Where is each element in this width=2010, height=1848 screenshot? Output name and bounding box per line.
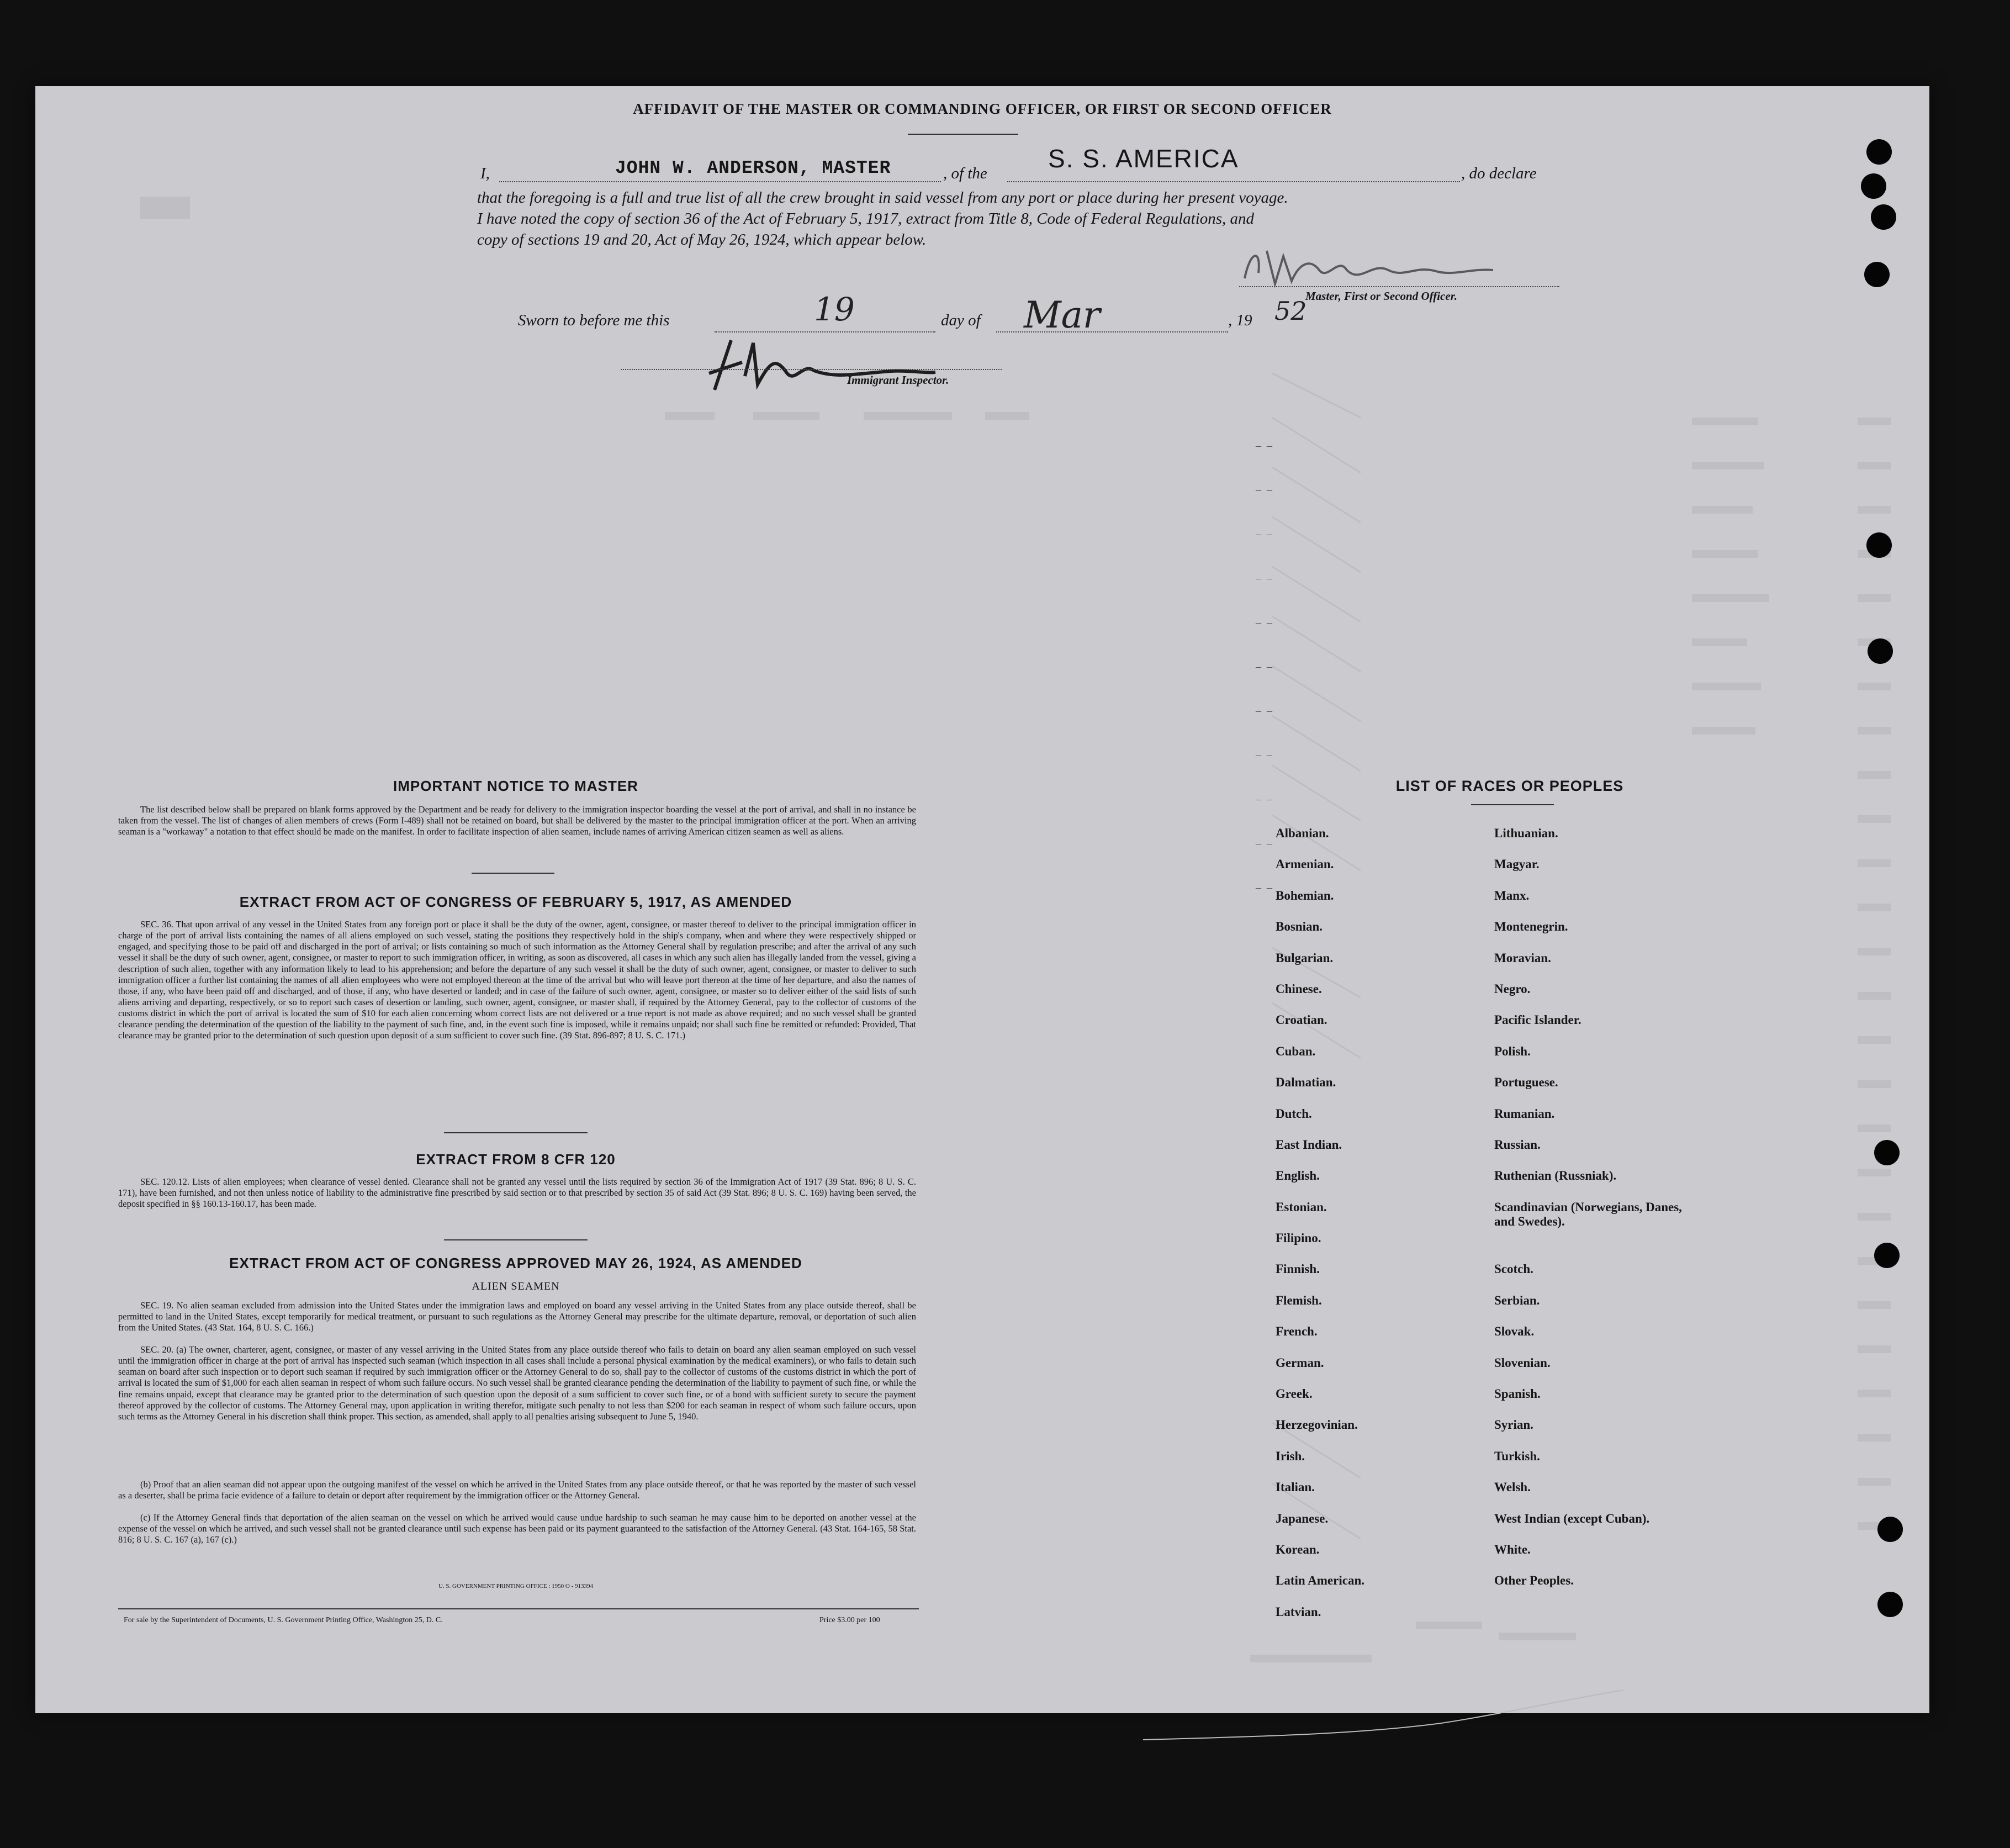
- punch-hole-2: [1861, 173, 1886, 199]
- extract-1917-title: EXTRACT FROM ACT OF CONGRESS OF FEBRUARY 5, 1917, AS AMENDED: [239, 894, 792, 910]
- race-right-19: Spanish.: [1494, 1387, 1541, 1401]
- race-right-24: White.: [1494, 1543, 1531, 1556]
- race-left-16: Flemish.: [1276, 1293, 1322, 1307]
- extract-cfr-divider: [444, 1239, 588, 1240]
- races-title: LIST OF RACES OR PEOPLES: [1395, 778, 1624, 794]
- dash-column: – – – – – – – – – – – – – – – – – – – – – –: [1256, 440, 1272, 894]
- race-left-19: Greek.: [1276, 1387, 1313, 1401]
- race-right-7: Pacific Islander.: [1494, 1013, 1581, 1027]
- master-caption: Master, First or Second Officer.: [1305, 289, 1457, 303]
- inspector-signature-line: [621, 369, 1002, 370]
- declaration-line-1: that the foregoing is a full and true list of all the crew brought in said vessel from any port or place during her present voyage.: [477, 189, 1288, 207]
- punch-hole-7: [1874, 1140, 1900, 1165]
- races-divider: [1471, 804, 1554, 805]
- race-left-5: Bulgarian.: [1276, 951, 1334, 965]
- extract-1924-sec20c: (c) If the Attorney General finds that deportation of the alien seaman on the vessel on which he arrived would cause undue hardship to such seaman he may cause him to be deported on another vessel at the expense of the vessel on which he arrived, and such vessel shall not be granted clearance until such expense has been paid or its payment guaranteed to the satisfaction of the Attorney General. (43 Stat. 164-165, 58 Stat. 816; 8 U. S. C. 167 (a), 167 (c).): [118, 1512, 916, 1545]
- race-left-2: Armenian.: [1276, 857, 1334, 872]
- extract-1924-subtitle: ALIEN SEAMEN: [472, 1280, 560, 1292]
- punch-hole-6: [1868, 638, 1893, 664]
- extract-1924-sec20a: SEC. 20. (a) The owner, charterer, agent, consignee, or master of any vessel arriving in the United States from any place outside thereof who fails to detain on board any alien seaman employed on such vessel until the immigration officer in charge at the port of arrival has inspected such seaman (which inspection in all cases shall include a personal physical examination by the medical examiners), or who fails to detain such seaman on board after such inspection or to deport such seaman if required by such immigration officer or the Attorney General to do so, shall pay to the collector of customs of the customs district in which the port of arrival is located the sum of $1,000 for each alien seaman in respect of whom such failure occurs. No such vessel shall be granted clearance pending the determination of the liability to payment of such fine, or while the fine remains unpaid, except that clearance may be granted prior to the determination of such question upon the deposit of a sum sufficient to cover such fine, or of a bond with sufficient surety to secure the payment thereof approved by the collector of customs. The Attorney General may, upon application in writing therefor, mitigate such penalty to not less than $200 for each seaman in respect of whom such failure occurs, upon such terms as the Attorney General in his discretion shall think proper. This section, as amended, shall apply to all penalties arising subsequent to June 5, 1940.: [118, 1344, 916, 1422]
- race-left-23: Japanese.: [1276, 1511, 1329, 1525]
- race-left-1: Albanian.: [1276, 826, 1329, 840]
- race-right-17: Slovak.: [1494, 1324, 1535, 1339]
- punch-hole-8: [1874, 1243, 1900, 1268]
- stray-scratch: [1138, 1685, 1635, 1751]
- extract-1924-sec19: SEC. 19. No alien seaman excluded from admission into the United States under the immigration laws and employed on board any vessel arriving in the United States from any place outside thereof, shall be permitted to land in the United States, except temporarily for medical treatment, or pursuant to such regulations as the Attorney General may prescribe for the ultimate departure, removal, or deportation of such alien from the United States. (43 Stat. 164, 8 U. S. C. 166.): [118, 1300, 916, 1333]
- i-label: I,: [480, 165, 490, 182]
- race-right-12: Ruthenian (Russniak).: [1494, 1169, 1617, 1183]
- race-right-8: Polish.: [1494, 1044, 1531, 1058]
- of-the-label: , of the: [943, 165, 987, 182]
- race-right-16: Serbian.: [1494, 1293, 1540, 1307]
- declare-label: , do declare: [1461, 165, 1537, 182]
- race-right-15: Scotch.: [1494, 1262, 1533, 1276]
- punch-hole-5: [1866, 532, 1892, 558]
- notice-text: The list described below shall be prepared on blank forms approved by the Department and be ready for delivery to the immigration inspector boarding the vessel at the port of arrival, and shall in no instance be taken from the vessel. The list of changes of alien members of crews (Form I-489) shall not be retained on board, but shall be delivered by the master to the principal immigration officer at the port. When an arriving seaman is a "workaway" a notation to that effect should be made on the manifest. In order to facilitate inspection of alien seamen, include names of arriving American citizen seamen as well as aliens.: [118, 804, 916, 837]
- race-left-25: Latin American.: [1276, 1574, 1364, 1588]
- affidavit-title: AFFIDAVIT OF THE MASTER OR COMMANDING OFFICER, OR FIRST OR SECOND OFFICER: [633, 101, 1332, 117]
- race-left-10: Dutch.: [1276, 1106, 1312, 1121]
- race-right-25: Other Peoples.: [1494, 1574, 1574, 1588]
- race-right-3: Manx.: [1494, 888, 1530, 902]
- race-left-12: English.: [1276, 1169, 1320, 1183]
- race-left-13: Estonian.: [1276, 1200, 1327, 1214]
- notice-title: IMPORTANT NOTICE TO MASTER: [393, 778, 638, 794]
- race-left-8: Cuban.: [1276, 1044, 1316, 1058]
- printing-office-note: U. S. GOVERNMENT PRINTING OFFICE : 1950 O - 913394: [438, 1583, 593, 1590]
- race-right-9: Portuguese.: [1494, 1075, 1558, 1090]
- day-of-label: day of: [941, 311, 981, 329]
- race-right-2: Magyar.: [1494, 857, 1540, 872]
- extract-1924-sec20b: (b) Proof that an alien seaman did not appear upon the outgoing manifest of the vessel on which he arrived in the United States from any place outside thereof, or that he was reported by the master of such vessel as a deserter, shall be prima facie evidence of a failure to detain or deport after requirement by the immigration officer or the Attorney General.: [118, 1479, 916, 1501]
- race-right-4: Montenegrin.: [1494, 920, 1568, 934]
- inspector-caption: Immigrant Inspector.: [847, 373, 949, 387]
- race-right-21: Turkish.: [1494, 1449, 1540, 1463]
- punch-hole-1: [1866, 139, 1892, 165]
- extract-1917-divider: [444, 1132, 588, 1133]
- races-right-column: [1494, 826, 1748, 1605]
- race-left-26: Latvian.: [1276, 1604, 1321, 1619]
- extract-cfr-text: SEC. 120.12. Lists of alien employees; when clearance of vessel denied. Clearance shall not be granted any vessel until the lists required by section 36 of the Immigration Act of 1917 (39 Stat. 896; 8 U. S. C. 171), have been furnished, and not then unless notice of liability to the administrative fine prescribed by said section or to that prescribed by section 35 of said Act (39 Stat. 896; 8 U. S. C. 169) having been served, the deposit specified in §§ 160.13-160.17, has been made.: [118, 1176, 916, 1210]
- race-right-20: Syrian.: [1494, 1418, 1533, 1432]
- races-left-column: [1276, 826, 1474, 1636]
- race-left-24: Korean.: [1276, 1542, 1320, 1556]
- race-right-13: Scandinavian (Norwegians, Danes, and Swedes).: [1494, 1200, 1682, 1228]
- race-left-18: German.: [1276, 1355, 1324, 1370]
- extract-1924-title: EXTRACT FROM ACT OF CONGRESS APPROVED MAY 26, 1924, AS AMENDED: [229, 1255, 802, 1271]
- punch-hole-4: [1864, 262, 1890, 287]
- day-handwritten: 19: [814, 291, 855, 328]
- declaration-line-3: copy of sections 19 and 20, Act of May 26, 1924, which appear below.: [477, 231, 927, 249]
- year-prefix: , 19: [1228, 311, 1252, 329]
- race-right-23: West Indian (except Cuban).: [1494, 1511, 1650, 1525]
- title-divider: [908, 134, 1018, 135]
- race-left-9: Dalmatian.: [1276, 1075, 1336, 1090]
- race-left-20: Herzegovinian.: [1276, 1418, 1358, 1432]
- vessel-name-typed: S. S. AMERICA: [1048, 144, 1239, 173]
- punch-hole-3: [1871, 204, 1896, 230]
- punch-hole-9: [1877, 1517, 1903, 1542]
- sale-note: For sale by the Superintendent of Documents, U. S. Government Printing Office, Washington 25, D. C.: [124, 1616, 443, 1624]
- price-note: Price $3.00 per 100: [819, 1616, 880, 1624]
- race-right-5: Moravian.: [1494, 951, 1551, 965]
- master-name-typed: JOHN W. ANDERSON, MASTER: [615, 158, 891, 178]
- race-left-14: Filipino.: [1276, 1231, 1321, 1245]
- race-left-6: Chinese.: [1276, 981, 1322, 996]
- race-left-3: Bohemian.: [1276, 888, 1334, 902]
- declaration-line-2: I have noted the copy of section 36 of the Act of February 5, 1917, extract from Title 8, Code of Federal Regulations, and: [477, 210, 1255, 228]
- punch-hole-10: [1877, 1592, 1903, 1617]
- race-right-10: Rumanian.: [1494, 1106, 1555, 1121]
- race-right-11: Russian.: [1494, 1137, 1541, 1152]
- month-handwritten: Mar: [1024, 294, 1101, 336]
- year-handwritten: 52: [1274, 296, 1307, 326]
- race-left-22: Italian.: [1276, 1480, 1315, 1495]
- race-left-11: East Indian.: [1276, 1137, 1342, 1152]
- race-right-18: Slovenian.: [1494, 1355, 1551, 1370]
- name-line: [499, 181, 941, 182]
- footer-rule: [118, 1608, 919, 1609]
- race-right-1: Lithuanian.: [1494, 826, 1558, 840]
- race-left-7: Croatian.: [1276, 1013, 1327, 1027]
- race-right-6: Negro.: [1494, 981, 1531, 996]
- affidavit-page: [35, 86, 1929, 1713]
- extract-1917-text: SEC. 36. That upon arrival of any vessel in the United States from any foreign port or place it shall be the duty of the owner, agent, consignee, or master thereof to deliver to the principal immigration officer in charge of the port of arrival lists containing the names of all aliens employed on such vessel, stating the positions they respectively hold in the ship's company, when and where they were respectively shipped or engaged, and specifying those to be paid off and discharged in the port of arrival; or lists containing so much of such information as the Attorney General shall by regulation prescribe; and after the arrival of any such vessel it shall be the duty of such owner, agent, consignee, or master to report to such immigration officer, in writing, as soon as discovered, all cases in which any such alien has illegally landed from the vessel, giving a description of such alien, together with any information likely to lead to his apprehension; and before the departure of any such vessel it shall be the duty of such owner, agent, consignee, or master to deliver to such immigration officer a further list containing the names of all alien employees who were not employed thereon at the time of the arrival but who will leave port thereon at the time of her departure, and also the names of those, if any, who have been paid off and discharged, and of those, if any, who have deserted or landed; and in case of the failure of such owner, agent, consignee, or master so to deliver either of the said lists of such aliens arriving and departing, respectively, or so to report such cases of desertion or landing, such owner, agent, consignee, or master shall, if required by the Attorney General, pay to the collector of customs of the customs district in which the port of arrival is located the sum of $10 for each alien concerning whom correct lists are not delivered or a true report is not made as above required; and no such vessel shall be granted clearance pending the determination of the question of the liability to the payment of such fine, and, in the event such fine is imposed, while it remains unpaid; nor shall such fine be remitted or refunded: Provided, That clearance may be granted prior to the determination of such question upon deposit of a sum sufficient to cover such fine. (39 Stat. 896-897; 8 U. S. C. 171.): [118, 919, 916, 1041]
- sworn-label: Sworn to before me this: [518, 311, 670, 329]
- notice-divider: [472, 873, 554, 874]
- vessel-line: [1007, 181, 1460, 182]
- extract-cfr-title: EXTRACT FROM 8 CFR 120: [416, 1151, 616, 1168]
- race-left-15: Finnish.: [1276, 1262, 1320, 1276]
- race-left-17: French.: [1276, 1324, 1318, 1339]
- race-left-4: Bosnian.: [1276, 920, 1323, 934]
- race-right-22: Welsh.: [1494, 1480, 1531, 1495]
- race-left-21: Irish.: [1276, 1449, 1305, 1463]
- master-signature-scribble: [1228, 240, 1515, 295]
